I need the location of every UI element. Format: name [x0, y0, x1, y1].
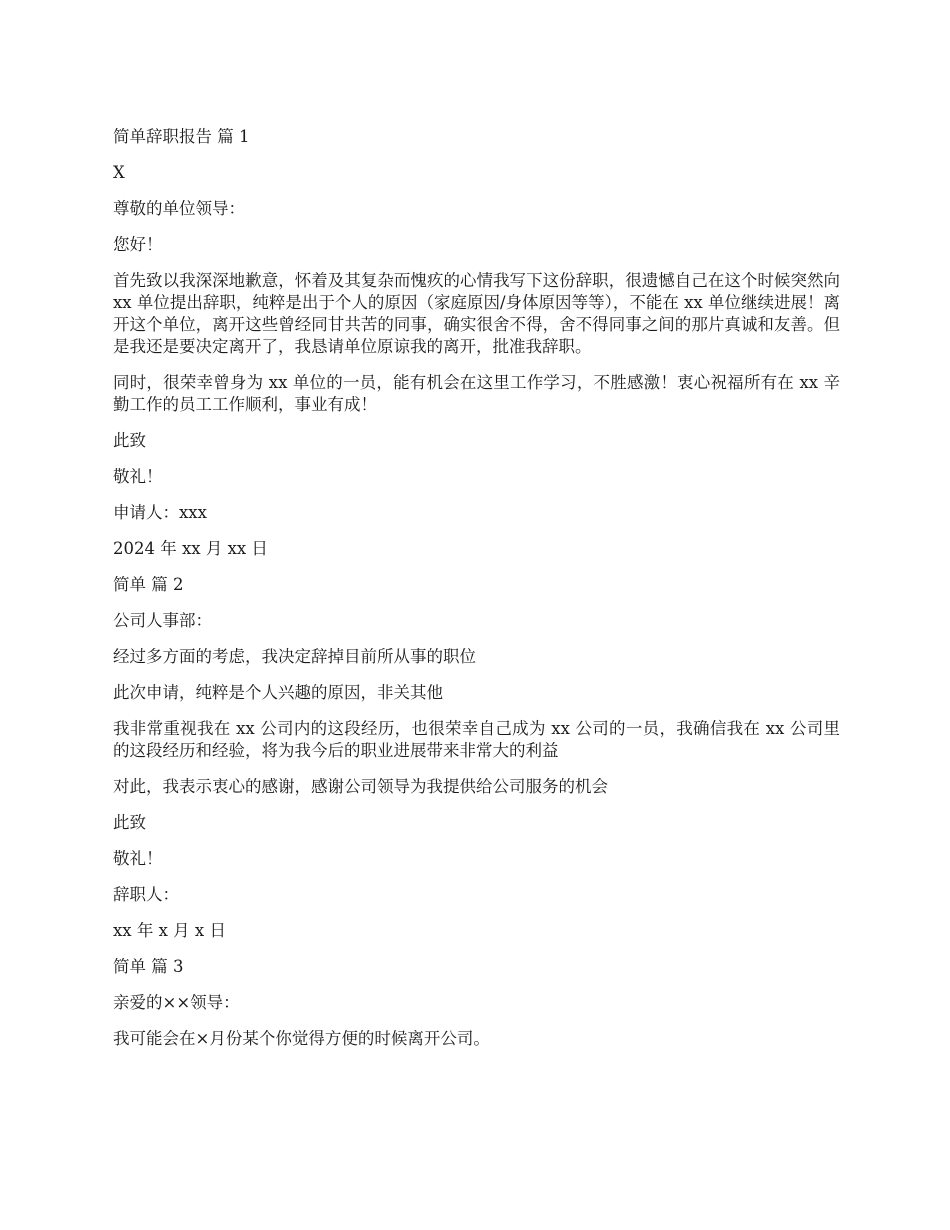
greeting: 您好！ — [113, 235, 163, 254]
date-line: 2024 年 xx 月 xx 日 — [113, 539, 268, 558]
body-paragraph: 首先致以我深深地歉意，怀着及其复杂而愧疚的心情我写下这份辞职，很遗憾自己在这个时候突然向 xx 单位提出辞职，纯粹是出于个人的原因（家庭原因/身体原因等等），不能在 xx 单位继续进展！离开这个单位，离开这些曾经同甘共苦的同事，确实很舍不得，舍不得同事之间的那片真诚和友善。但是我还是要决定离开了，我恳请单位原谅我的离开，批准我辞职。 — [113, 271, 840, 356]
closing-regards: 敬礼！ — [113, 849, 163, 868]
salutation: 尊敬的单位领导： — [113, 199, 245, 218]
body-paragraph: 对此，我表示衷心的感谢，感谢公司领导为我提供给公司服务的机会 — [113, 777, 608, 796]
section-heading-2: 简单 篇 2 — [113, 575, 184, 594]
body-paragraph: 此次申请，纯粹是个人兴趣的原因，非关其他 — [113, 683, 443, 702]
body-paragraph: 同时，很荣幸曾身为 xx 单位的一员，能有机会在这里工作学习，不胜感激！衷心祝福所有在 xx 辛勤工作的员工工作顺利，事业有成！ — [113, 373, 840, 414]
body-paragraph: 我非常重视我在 xx 公司内的这段经历，也很荣幸自己成为 xx 公司的一员，我确信我在 xx 公司里的这段经历和经验，将为我今后的职业进展带来非常大的利益 — [113, 719, 840, 760]
applicant-line: 申请人：xxx — [113, 503, 207, 522]
document-body — [113, 126, 840, 1064]
body-paragraph: 经过多方面的考虑，我决定辞掉目前所从事的职位 — [113, 647, 476, 666]
closing: 此致 — [113, 813, 146, 832]
section-heading-3: 简单 篇 3 — [113, 957, 184, 976]
salutation: 公司人事部： — [113, 611, 212, 630]
closing-regards: 敬礼！ — [113, 467, 163, 486]
date-line: xx 年 x 月 x 日 — [113, 921, 226, 940]
paragraph-x: X — [113, 163, 125, 182]
salutation: 亲爱的××领导： — [113, 993, 240, 1012]
body-paragraph: 我可能会在×月份某个你觉得方便的时候离开公司。 — [113, 1029, 490, 1048]
section-heading-1: 简单辞职报告 篇 1 — [113, 127, 250, 146]
resigner-line: 辞职人： — [113, 885, 179, 904]
closing: 此致 — [113, 431, 146, 450]
